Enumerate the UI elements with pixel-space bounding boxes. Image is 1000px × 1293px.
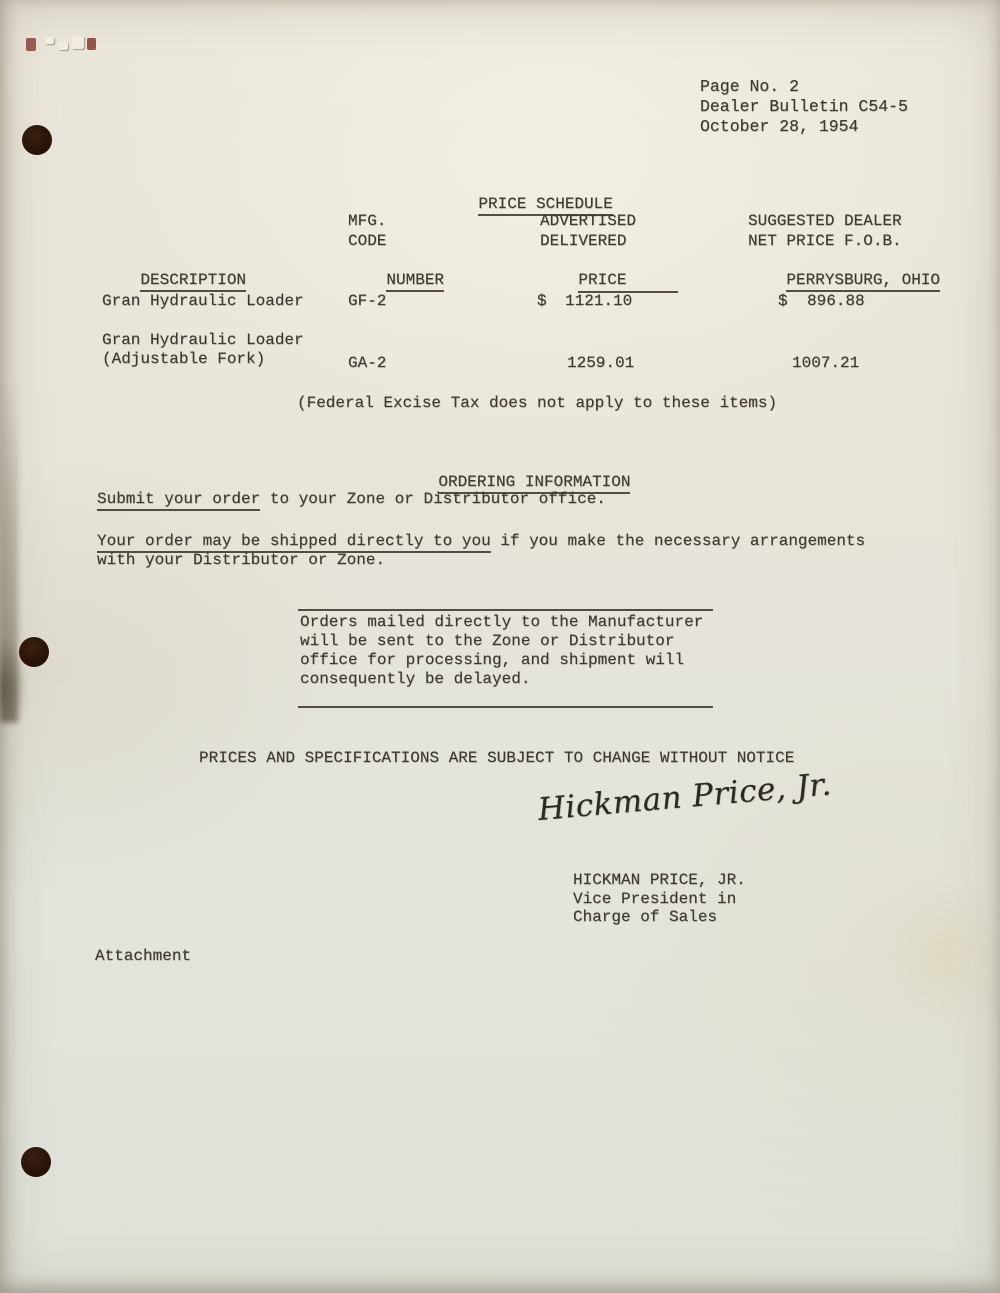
row2-description-line1: Gran Hydraulic Loader (102, 331, 304, 349)
bulletin-number: Dealer Bulletin C54-5 (700, 97, 908, 116)
col-description: DESCRIPTION (102, 252, 246, 309)
punch-hole-bottom (21, 1147, 51, 1177)
signer-title-line1: Vice President in (573, 890, 737, 908)
price-schedule-title-text: PRICE SCHEDULE (478, 195, 612, 216)
stamp-mark (26, 38, 36, 51)
stamp-mark (58, 42, 68, 50)
excise-tax-note: (Federal Excise Tax does not apply to these items) (297, 394, 778, 412)
col-advertised-line3: PRICE (540, 252, 678, 312)
col-suggested-line3: PERRYSBURG, OHIO (748, 252, 940, 309)
row2-description-line2: (Adjustable Fork) (102, 350, 266, 368)
row1-dealer-amount: 896.88 (807, 292, 865, 310)
bottom-right-stain (880, 880, 1000, 1030)
col-advertised-line1: ADVERTISED (540, 212, 637, 230)
bulletin-date: October 28, 1954 (700, 117, 859, 136)
page-number: Page No. 2 (700, 77, 800, 96)
col-mfg-line2: CODE (348, 232, 387, 250)
ordering-paragraph-2-line1: Your order may be shipped directly to you if you make the necessary arrangements (97, 532, 865, 551)
box-note-line2: will be sent to the Zone or Distributor (300, 632, 675, 650)
row1-advertised-currency: $ (537, 292, 547, 310)
box-note-line1: Orders mailed directly to the Manufacturer (300, 613, 704, 631)
attachment-note: Attachment (95, 947, 192, 965)
row2-dealer-amount: 1007.21 (792, 354, 860, 372)
row1-dealer-currency: $ (778, 292, 788, 310)
ordering-paragraph-1: Submit your order to your Zone or Distributor office. (97, 490, 606, 509)
box-rule-top (298, 609, 713, 611)
stamp-mark (45, 37, 54, 44)
col-suggested-line1: SUGGESTED DEALER (748, 212, 902, 230)
row1-description: Gran Hydraulic Loader (102, 292, 304, 310)
col-advertised-line2: DELIVERED (540, 232, 627, 250)
col-mfg-line3: NUMBER (348, 252, 444, 309)
row2-code: GA-2 (348, 354, 387, 372)
signer-title-line2: Charge of Sales (573, 908, 718, 926)
change-notice: PRICES AND SPECIFICATIONS ARE SUBJECT TO CHANGE WITHOUT NOTICE (199, 749, 795, 767)
row1-code: GF-2 (348, 292, 387, 310)
col-mfg-line1: MFG. (348, 212, 387, 230)
stamp-mark (72, 36, 84, 49)
box-note-line3: office for processing, and shipment will (300, 651, 685, 669)
row1-advertised-amount: 1121.10 (565, 292, 633, 310)
ordering-information-title: ORDERING INFORMATION (400, 454, 630, 511)
stamp-mark (87, 38, 96, 50)
punch-hole-top (22, 125, 52, 155)
box-rule-bottom (298, 706, 713, 708)
signer-name: HICKMAN PRICE, JR. (573, 871, 746, 889)
row2-advertised-amount: 1259.01 (567, 354, 635, 372)
ordering-paragraph-2-line2: with your Distributor or Zone. (97, 551, 386, 569)
signature-script: Hickman Price, Jr. (536, 766, 833, 828)
col-suggested-line2: NET PRICE F.O.B. (748, 232, 902, 250)
punch-hole-middle (19, 637, 49, 667)
box-note-line4: consequently be delayed. (300, 670, 531, 688)
